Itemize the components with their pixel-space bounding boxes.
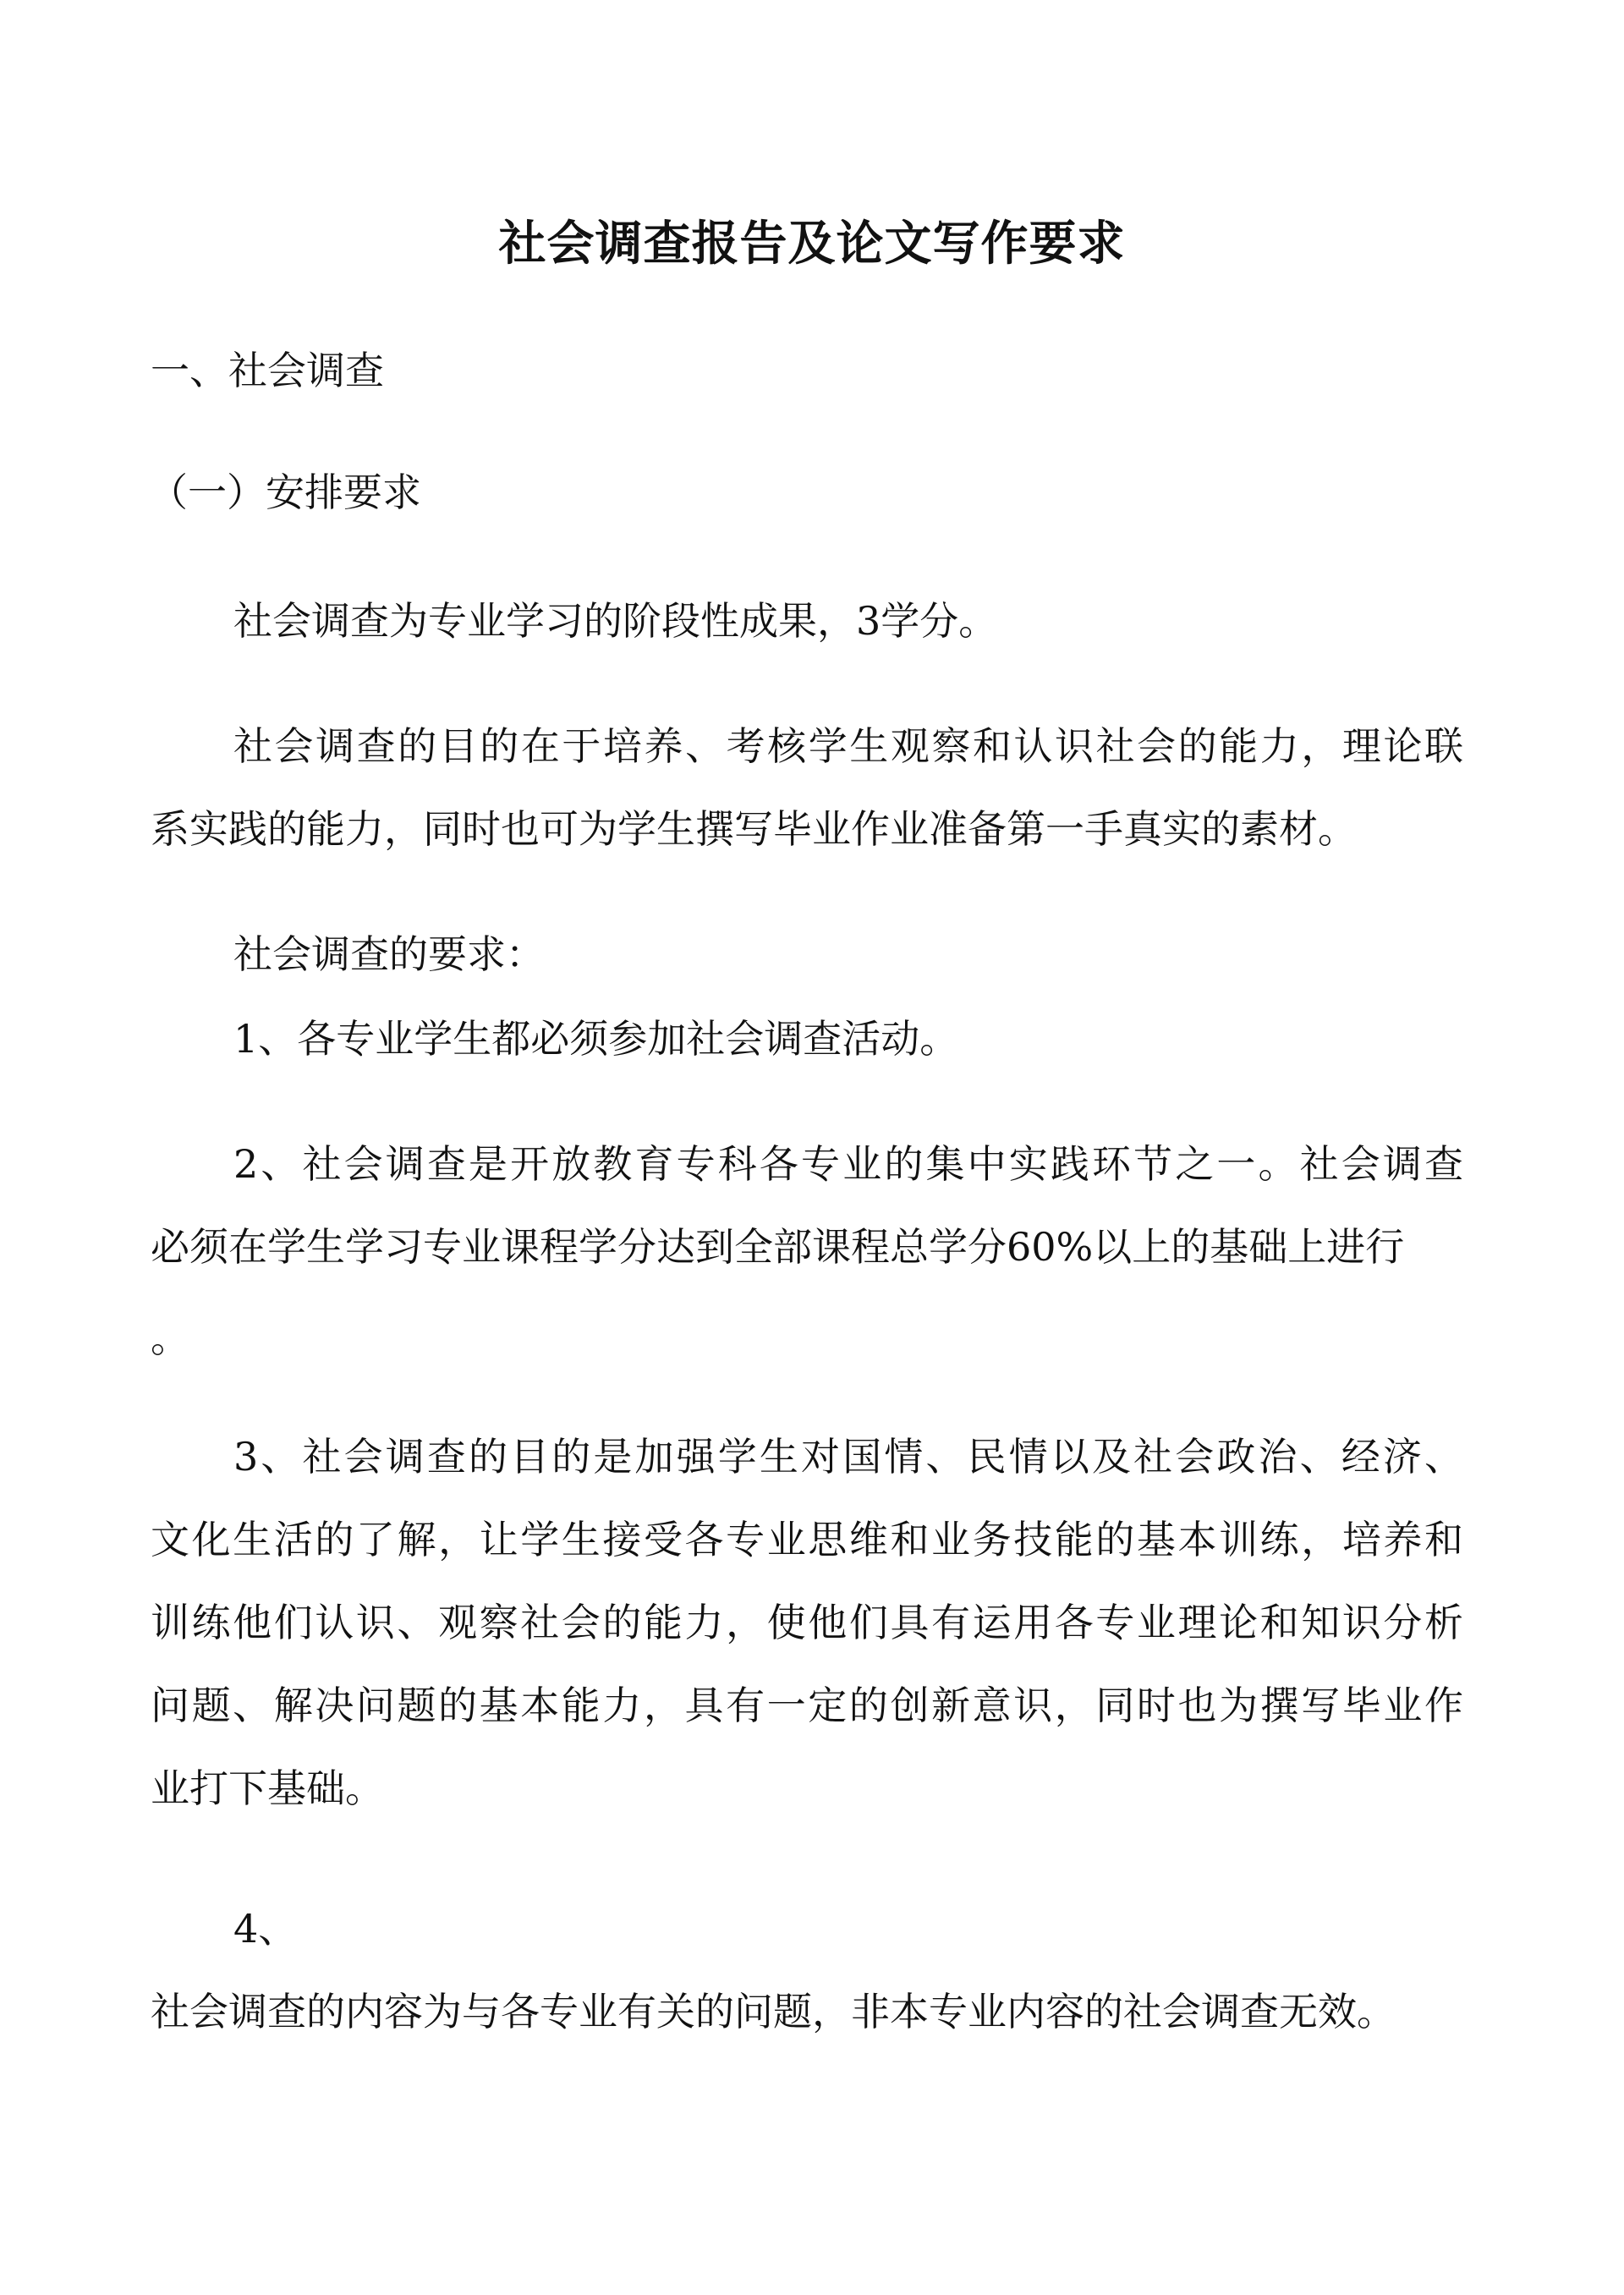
list-item-2-line-3: 。 <box>151 1315 189 1361</box>
list-item-3-line-1: 3、社会调查的目的是加强学生对国情、民情以及社会政治、经济、 <box>233 1434 1463 1480</box>
document-title: 社会调查报告及论文写作要求 <box>498 216 1126 272</box>
list-item-4-line-1: 4、 <box>233 1906 298 1952</box>
paragraph-requirements-heading: 社会调查的要求： <box>233 931 545 977</box>
list-item-3-line-5: 业打下基础。 <box>151 1765 384 1811</box>
list-item-4-line-2: 社会调查的内容为与各专业有关的问题，非本专业内容的社会调查无效。 <box>151 1989 1396 2034</box>
list-item-3-line-4: 问题、解决问题的基本能力，具有一定的创新意识，同时也为撰写毕业作 <box>151 1683 1463 1728</box>
list-item-2-line-2: 必须在学生学习专业课程学分达到全部课程总学分60%以上的基础上进行 <box>151 1224 1405 1270</box>
paragraph-credits: 社会调查为专业学习的阶段性成果，3学分。 <box>233 598 998 644</box>
list-item-3-line-2: 文化生活的了解，让学生接受各专业思维和业务技能的基本训练，培养和 <box>151 1517 1463 1562</box>
list-item-3-line-3: 训练他们认识、观察社会的能力，使他们具有运用各专业理论和知识分析 <box>151 1600 1463 1645</box>
subsection-heading: （一）安排要求 <box>149 469 421 515</box>
list-item-1: 1、各专业学生都必须参加社会调查活动。 <box>233 1016 959 1062</box>
paragraph-purpose-line-2: 系实践的能力，同时也可为学生撰写毕业作业准备第一手真实的素材。 <box>151 806 1357 852</box>
paragraph-purpose-line-1: 社会调查的目的在于培养、考核学生观察和认识社会的能力，理论联 <box>233 723 1463 769</box>
section-heading: 一、社会调查 <box>151 348 384 393</box>
list-item-2-line-1: 2、社会调查是开放教育专科各专业的集中实践环节之一。社会调查 <box>233 1141 1463 1187</box>
